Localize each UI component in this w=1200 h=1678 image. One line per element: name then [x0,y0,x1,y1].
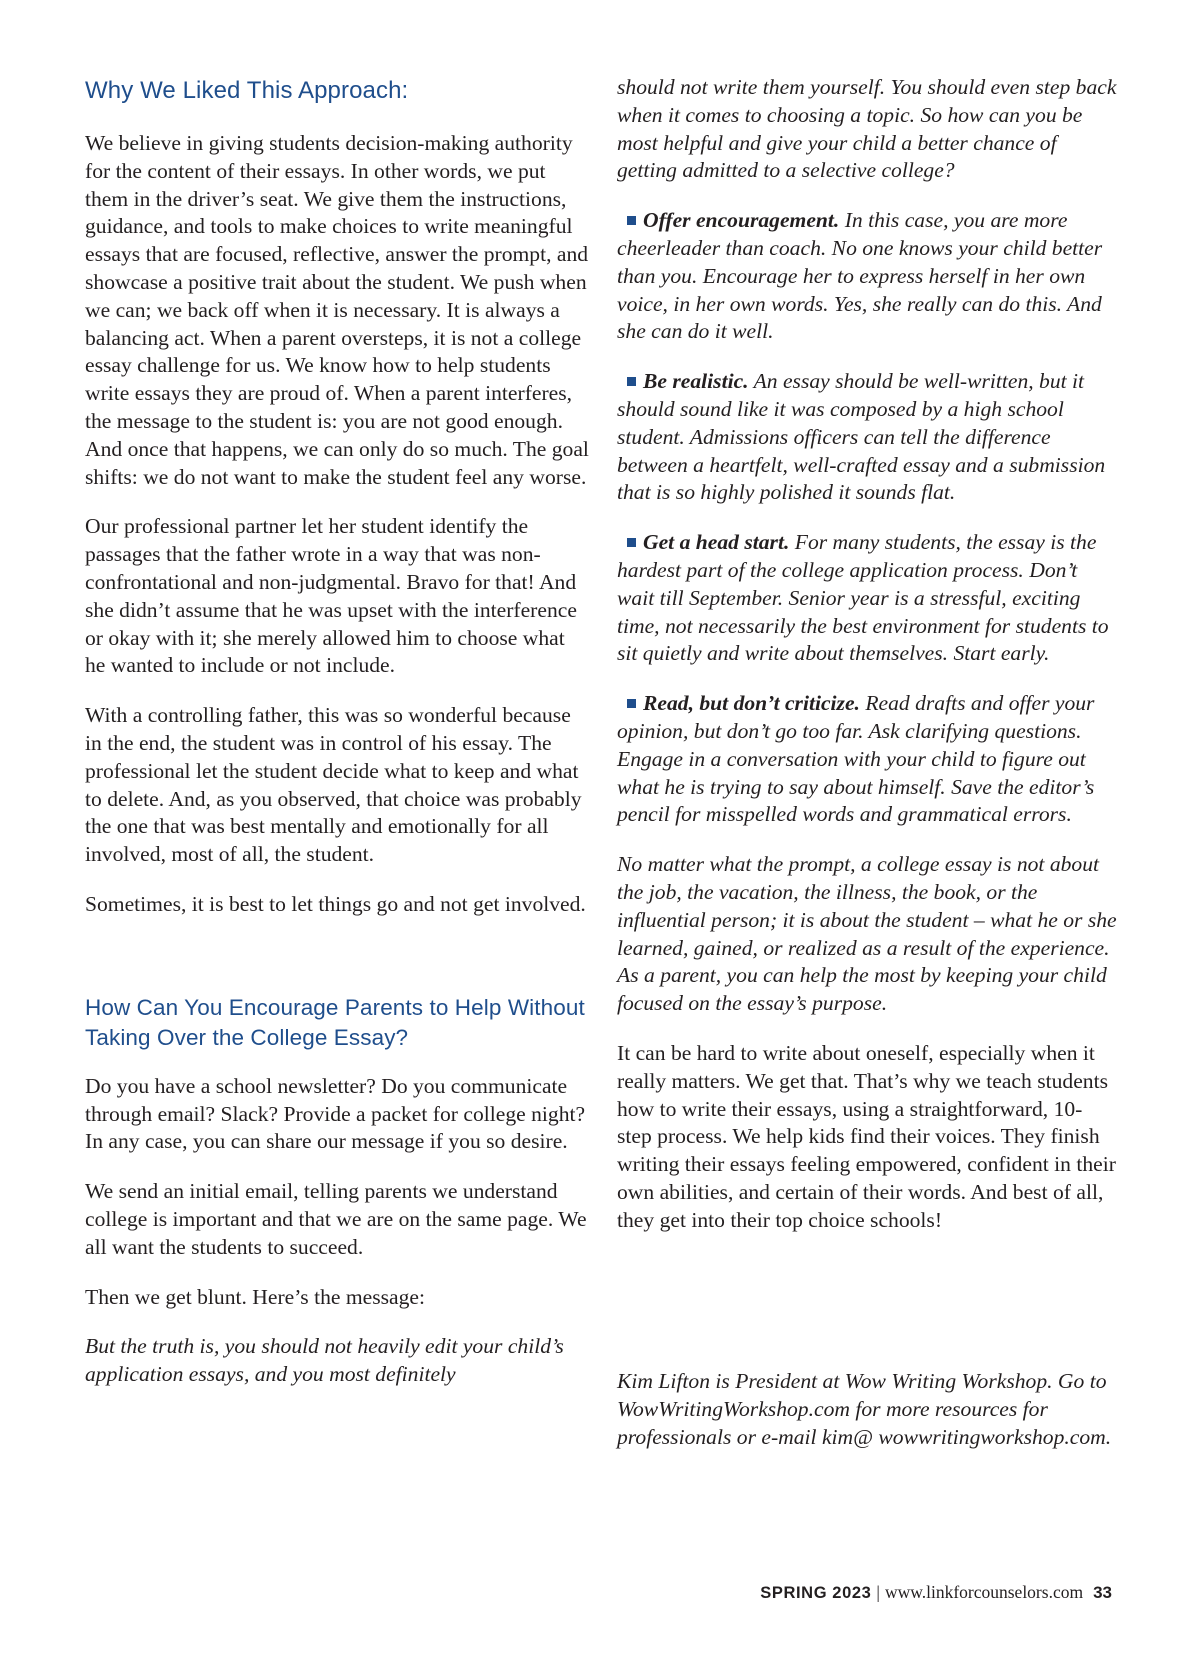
tip-bullet [617,690,1117,829]
tip-title: Read, but don’t criticize. [643,691,860,716]
section-heading-encourage-parents: How Can You Encourage Parents to Help Without Taking Over the College Essay? [85,994,585,1050]
tip-bullet [617,368,1117,507]
paragraph: Sometimes, it is best to let things go and not get involved. [85,891,586,916]
page-number: 33 [1093,1583,1112,1602]
footer-separator: | [876,1582,880,1602]
left-column [85,70,590,1411]
paragraph: With a controlling father, this was so wonderful because in the end, the student was in control of his essay. The professional let the student decide what to keep and what to delete. And, as you observed, that choice was probably the one that was best mentally and emotionally for all involved, most of all, the student. [85,703,582,867]
tip-bullet [617,207,1117,346]
square-bullet-icon [627,699,636,708]
author-bio: Kim Lifton is President at Wow Writing Workshop. Go to WowWritingWorkshop.com for more resources for professionals or e-mail kim@ wowwritingworkshop.com. [617,1369,1112,1450]
spacer [617,1256,1117,1368]
tip-title: Get a head start. [643,530,790,555]
paragraph: Then we get blunt. Here’s the message: [85,1284,425,1309]
paragraph: No matter what the prompt, a college essay is not about the job, the vacation, the illness, the book, or the influential person; it is about the student – what he or she learned, gained, or realized as a result of the experience. As a parent, you can help the most by keeping your child focused on the essay’s purpose. [617,852,1117,1016]
tip-title: Offer encouragement. [643,208,840,233]
tip-title: Be realistic. [643,369,749,394]
tip-bullet [617,529,1117,668]
issue-season: SPRING 2023 [760,1584,872,1602]
square-bullet-icon [627,216,636,225]
tip-text: Read drafts and offer your opinion, but don’t go too far. Ask clarifying questions. Engage in a conversation with your child to figure out what he is trying to say about himself. Save the editor’s pencil for misspelled words and grammatical errors. [617,691,1095,827]
right-column [617,74,1117,1474]
paragraph: We send an initial email, telling parents we understand college is important and that we are on the same page. We all want the students to succeed. [85,1179,587,1259]
paragraph: Our professional partner let her student identify the passages that the father wrote in a way that was non-confrontational and non-judgmental. Bravo for that! And she didn’t assume that he was upset with the interference or okay with it; she merely allowed him to choose what he wanted to include or not include. [85,514,577,678]
paragraph: Do you have a school newsletter? Do you communicate through email? Slack? Provide a packet for college night? In any case, you can share our message if you so desire. [85,1073,586,1154]
quoted-message: But the truth is, you should not heavily edit your child’s application essays, and you most definitely [85,1334,564,1387]
paragraph: It can be hard to write about oneself, especially when it really matters. We get that. That’s why we teach students how to write their essays, using a straightforward, 10-step process. We help kids find their voices. They finish writing their essays feeling empowered, confident in their own abilities, and certain of their words. And best of all, they get into their top choice schools! [617,1040,1116,1232]
section-heading-approach: Why We Liked This Approach: [85,77,409,104]
tip-text: An essay should be well-written, but it should sound like it was composed by a high school student. Admissions officers can tell the difference between a heartfelt, well-crafted essay and a submission that is so highly polished it sounds flat. [617,369,1106,505]
square-bullet-icon [627,538,636,547]
quoted-message-continued: should not write them yourself. You should even step back when it comes to choosing a topic. So how can you be most helpful and give your child a better chance of getting admitted to a selective college? [617,75,1117,183]
tip-text: For many students, the essay is the hardest part of the college application process. Don’t wait till September. Senior year is a stressful, exciting time, not necessarily the best environment for students to sit quietly and write about themselves. Start early. [617,530,1109,666]
tip-text: In this case, you are more cheerleader than coach. No one knows your child better than you. Encourage her to express herself in her own voice, in her own words. Yes, she really can do this. And she can do it well. [617,208,1103,344]
paragraph: We believe in giving students decision-making authority for the content of their essays. In other words, we put them in the driver’s seat. We give them the instructions, guidance, and tools to make choices to write meaningful essays that are focused, reflective, answer the prompt, and showcase a positive trait about the student. We push when we can; we back off when it is necessary. It is always a balancing act. When a parent oversteps, it is not a college essay challenge for us. We know how to help students write essays they are proud of. When a parent interferes, the message to the student is: you are not good enough. And once that happens, we can only do so much. The goal shifts: we do not want to make the student feel any worse. [85,131,589,489]
square-bullet-icon [627,377,636,386]
page-footer [760,1582,1112,1603]
footer-url[interactable]: www.linkforcounselors.com [884,1582,1084,1602]
